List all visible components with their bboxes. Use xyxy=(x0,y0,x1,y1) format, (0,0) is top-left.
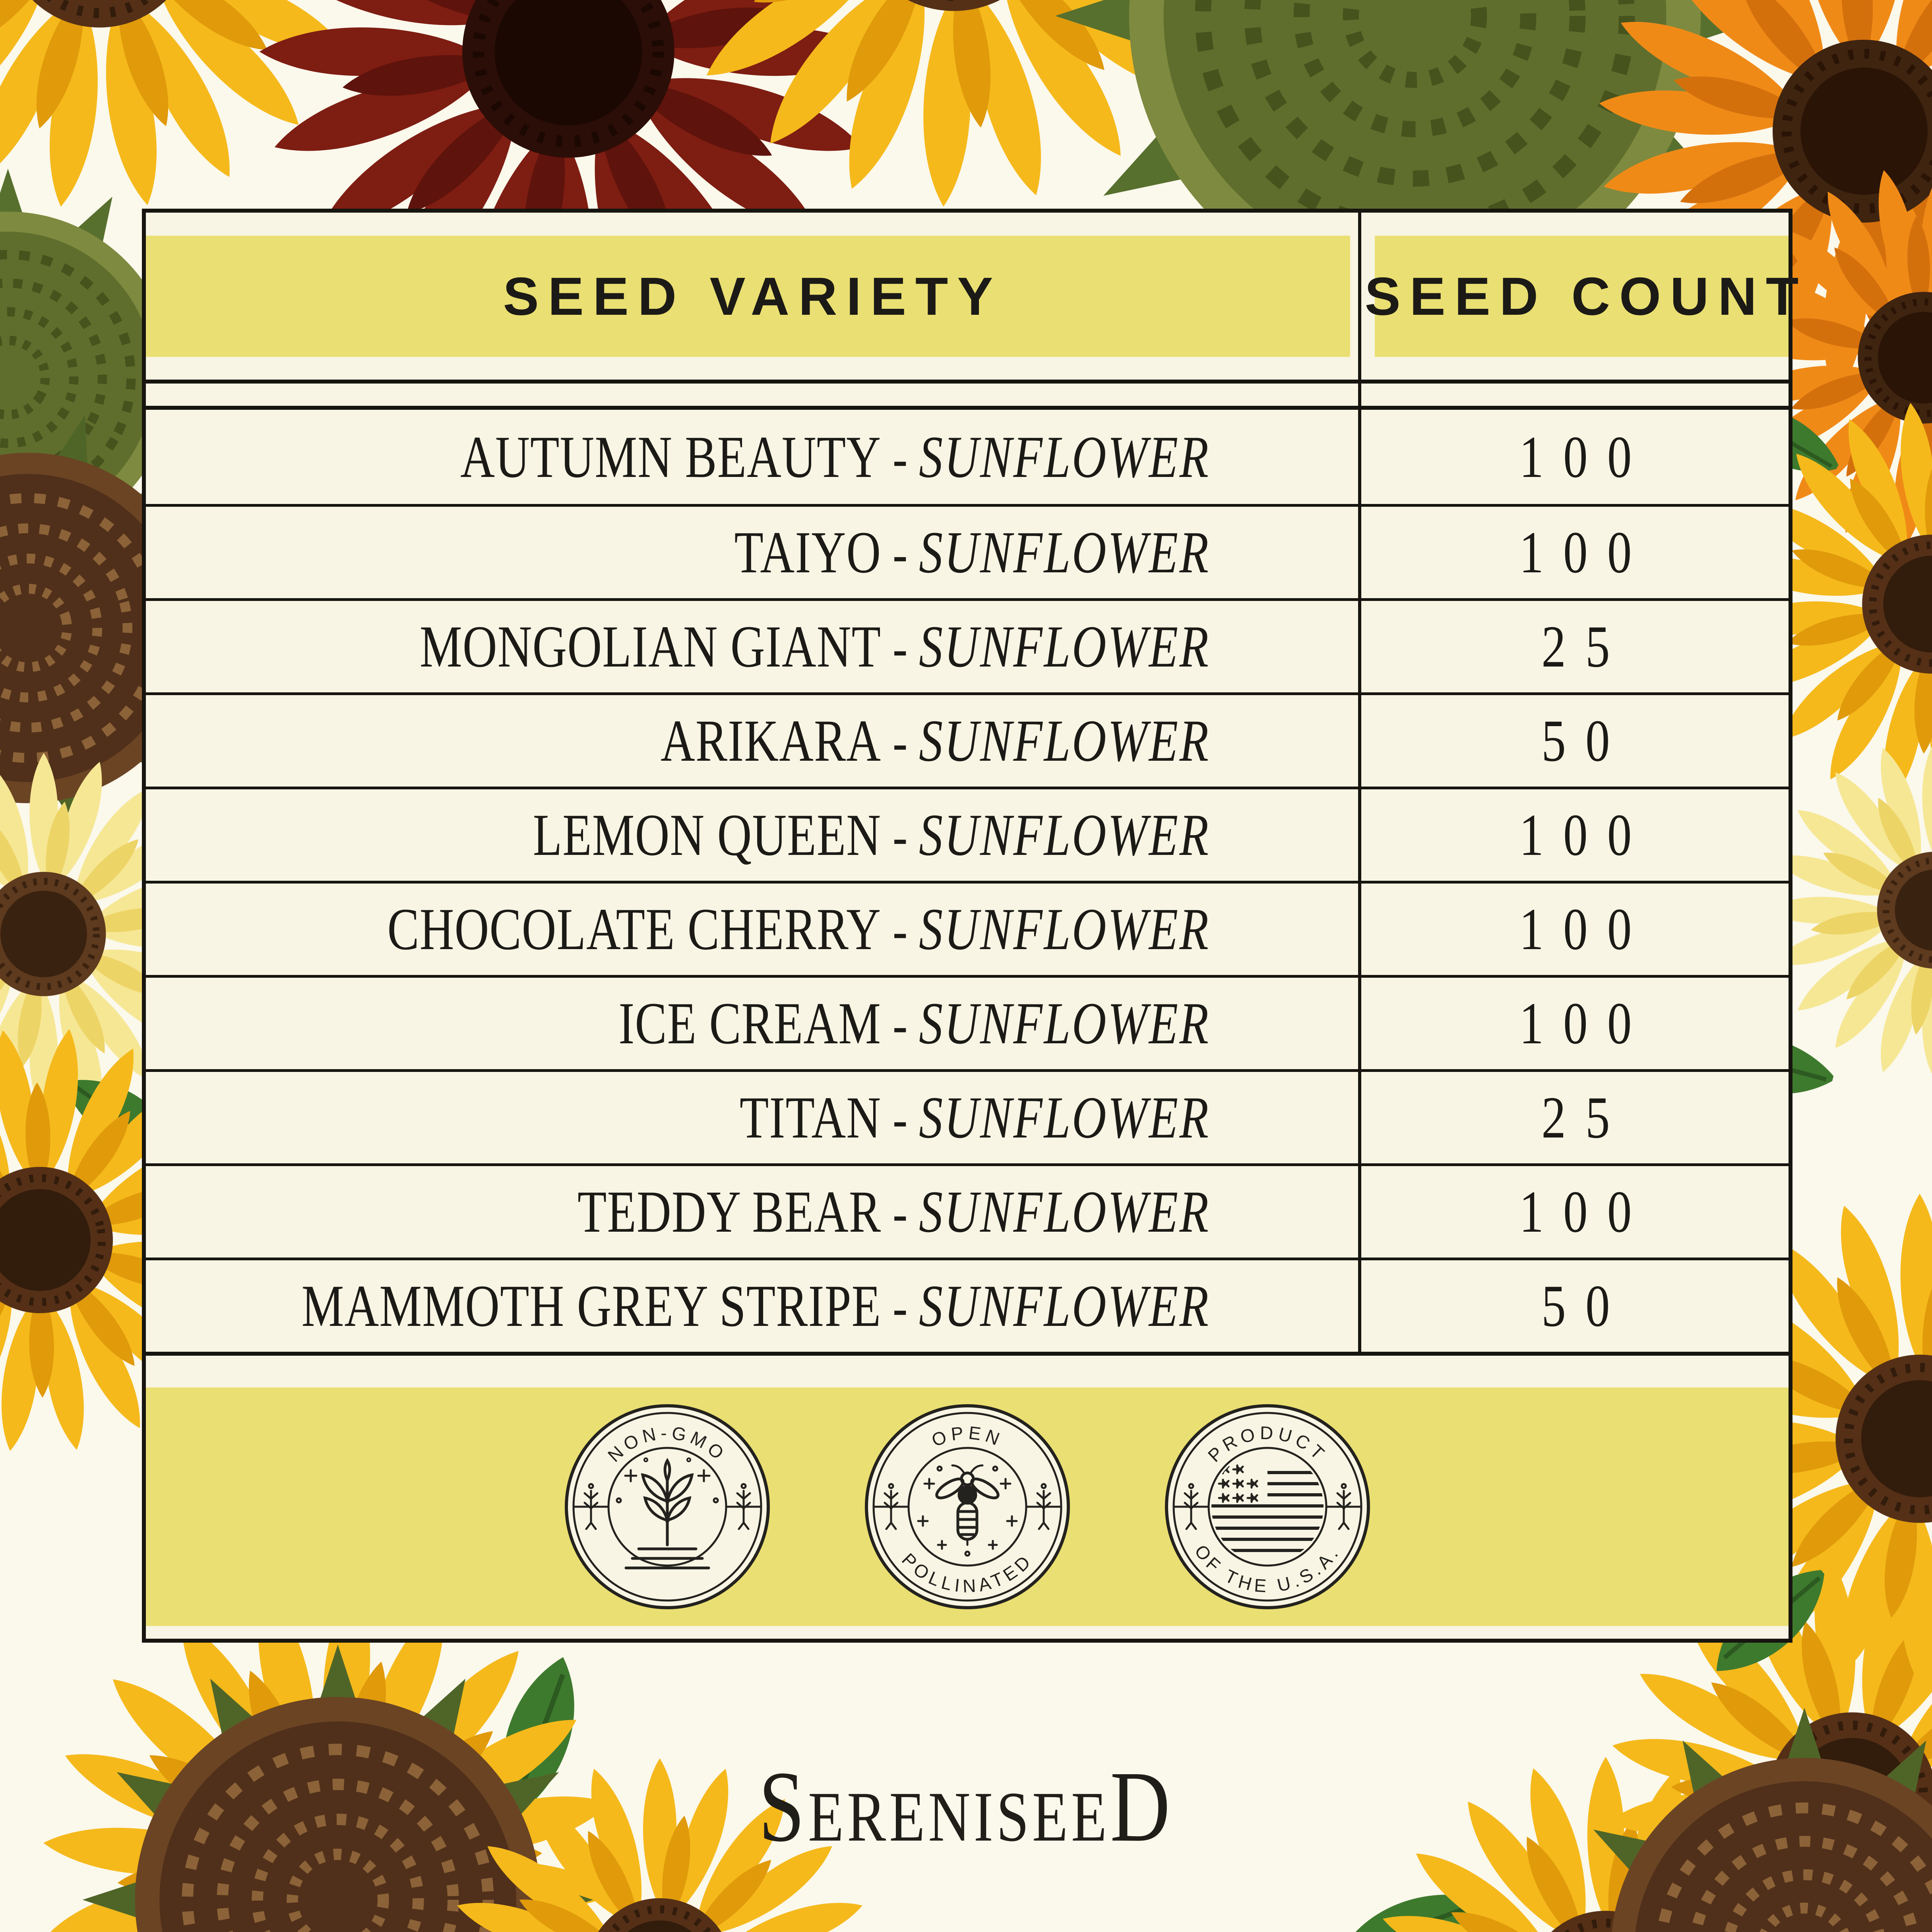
table-row xyxy=(146,1163,1789,1258)
variety-name: AUTUMN BEAUTY xyxy=(460,424,882,490)
count-cell xyxy=(1358,1072,1789,1163)
variety-type: SUNFLOWER xyxy=(919,1085,1210,1151)
seed-count-value: 100 xyxy=(1519,519,1651,585)
dash-separator: - xyxy=(893,427,908,489)
dash-separator: - xyxy=(893,806,908,867)
variety-cell xyxy=(146,884,1358,975)
seed-count-value: 100 xyxy=(1519,990,1651,1056)
seed-count-value: 100 xyxy=(1519,424,1651,490)
table-row xyxy=(146,504,1789,598)
variety-type: SUNFLOWER xyxy=(919,802,1210,868)
count-cell xyxy=(1358,1260,1789,1352)
badge-top-label: OPEN xyxy=(928,1422,1006,1451)
dash-separator: - xyxy=(893,900,908,961)
variety-cell xyxy=(146,1072,1358,1163)
table-row xyxy=(146,787,1789,881)
count-cell xyxy=(1358,884,1789,975)
count-cell xyxy=(1358,695,1789,787)
header-variety-band xyxy=(146,236,1350,357)
variety-name: ICE CREAM xyxy=(618,990,882,1056)
badge-bottom-label: POLLINATED xyxy=(897,1549,1037,1597)
variety-type: SUNFLOWER xyxy=(919,896,1210,962)
variety-name: LEMON QUEEN xyxy=(533,802,882,868)
variety-name: ARIKARA xyxy=(661,708,882,774)
seed-table-panel xyxy=(142,209,1808,1643)
seed-count-value: 100 xyxy=(1519,896,1651,962)
variety-name: MAMMOTH GREY STRIPE xyxy=(301,1273,882,1339)
dash-separator: - xyxy=(893,1088,908,1150)
variety-type: SUNFLOWER xyxy=(919,1179,1210,1245)
variety-cell xyxy=(146,1166,1358,1258)
dash-separator: - xyxy=(893,523,908,585)
non-gmo-badge xyxy=(562,1401,773,1612)
variety-cell xyxy=(146,695,1358,787)
table-row xyxy=(146,692,1789,787)
variety-type: SUNFLOWER xyxy=(919,614,1210,680)
table-row xyxy=(146,598,1789,692)
table-row xyxy=(146,1258,1789,1352)
seed-rows xyxy=(146,410,1789,1352)
dash-separator: - xyxy=(893,1277,908,1338)
variety-type: SUNFLOWER xyxy=(919,519,1210,585)
variety-type: SUNFLOWER xyxy=(919,708,1210,774)
seed-count-value: 50 xyxy=(1541,708,1630,774)
count-cell xyxy=(1358,507,1789,598)
dash-separator: - xyxy=(893,994,908,1056)
seed-count-value: 100 xyxy=(1519,802,1651,868)
badge-top-label: NON-GMO xyxy=(603,1422,731,1466)
variety-name: MONGOLIAN GIANT xyxy=(420,614,882,680)
variety-type: SUNFLOWER xyxy=(919,424,1210,490)
separator-line xyxy=(146,406,1789,410)
variety-type: SUNFLOWER xyxy=(919,1273,1210,1339)
variety-cell xyxy=(146,507,1358,598)
dash-separator: - xyxy=(893,1182,908,1244)
count-cell xyxy=(1358,789,1789,881)
table-row xyxy=(146,881,1789,975)
seed-count-value: 25 xyxy=(1541,1085,1630,1151)
open-pollinated-badge xyxy=(862,1401,1073,1612)
variety-name: TITAN xyxy=(739,1085,882,1151)
badge-top-label: PRODUCT xyxy=(1203,1422,1331,1466)
variety-name: CHOCOLATE CHERRY xyxy=(387,896,882,962)
badge-bottom-label: OF THE U.S.A. xyxy=(1190,1541,1344,1597)
variety-type: SUNFLOWER xyxy=(919,990,1210,1056)
variety-cell xyxy=(146,1260,1358,1352)
variety-cell xyxy=(146,789,1358,881)
header-count-band xyxy=(1364,236,1808,357)
dash-separator: - xyxy=(893,711,908,773)
seed-count-value: 100 xyxy=(1519,1179,1651,1245)
variety-name: TEDDY BEAR xyxy=(577,1179,882,1245)
dash-separator: - xyxy=(893,617,908,679)
brand-logo: SereniseeD xyxy=(758,1751,1174,1863)
table-row xyxy=(146,975,1789,1069)
count-cell xyxy=(1358,1166,1789,1258)
variety-cell xyxy=(146,601,1358,692)
count-cell xyxy=(1358,601,1789,692)
seed-count-value: 25 xyxy=(1541,614,1630,680)
certification-badge-band xyxy=(146,1387,1789,1626)
table-row xyxy=(146,410,1789,504)
variety-cell xyxy=(146,978,1358,1069)
variety-cell xyxy=(146,410,1358,504)
count-cell xyxy=(1358,410,1789,504)
column-header-count: SEED COUNT xyxy=(1364,266,1808,326)
seed-count-value: 50 xyxy=(1541,1273,1630,1339)
table-bottom-line xyxy=(146,1352,1789,1356)
variety-name: TAIYO xyxy=(734,519,882,585)
separator-line xyxy=(146,380,1789,384)
count-cell xyxy=(1358,978,1789,1069)
column-header-variety: SEED VARIETY xyxy=(503,266,1002,326)
table-row xyxy=(146,1069,1789,1163)
product-of-usa-badge xyxy=(1162,1401,1373,1612)
